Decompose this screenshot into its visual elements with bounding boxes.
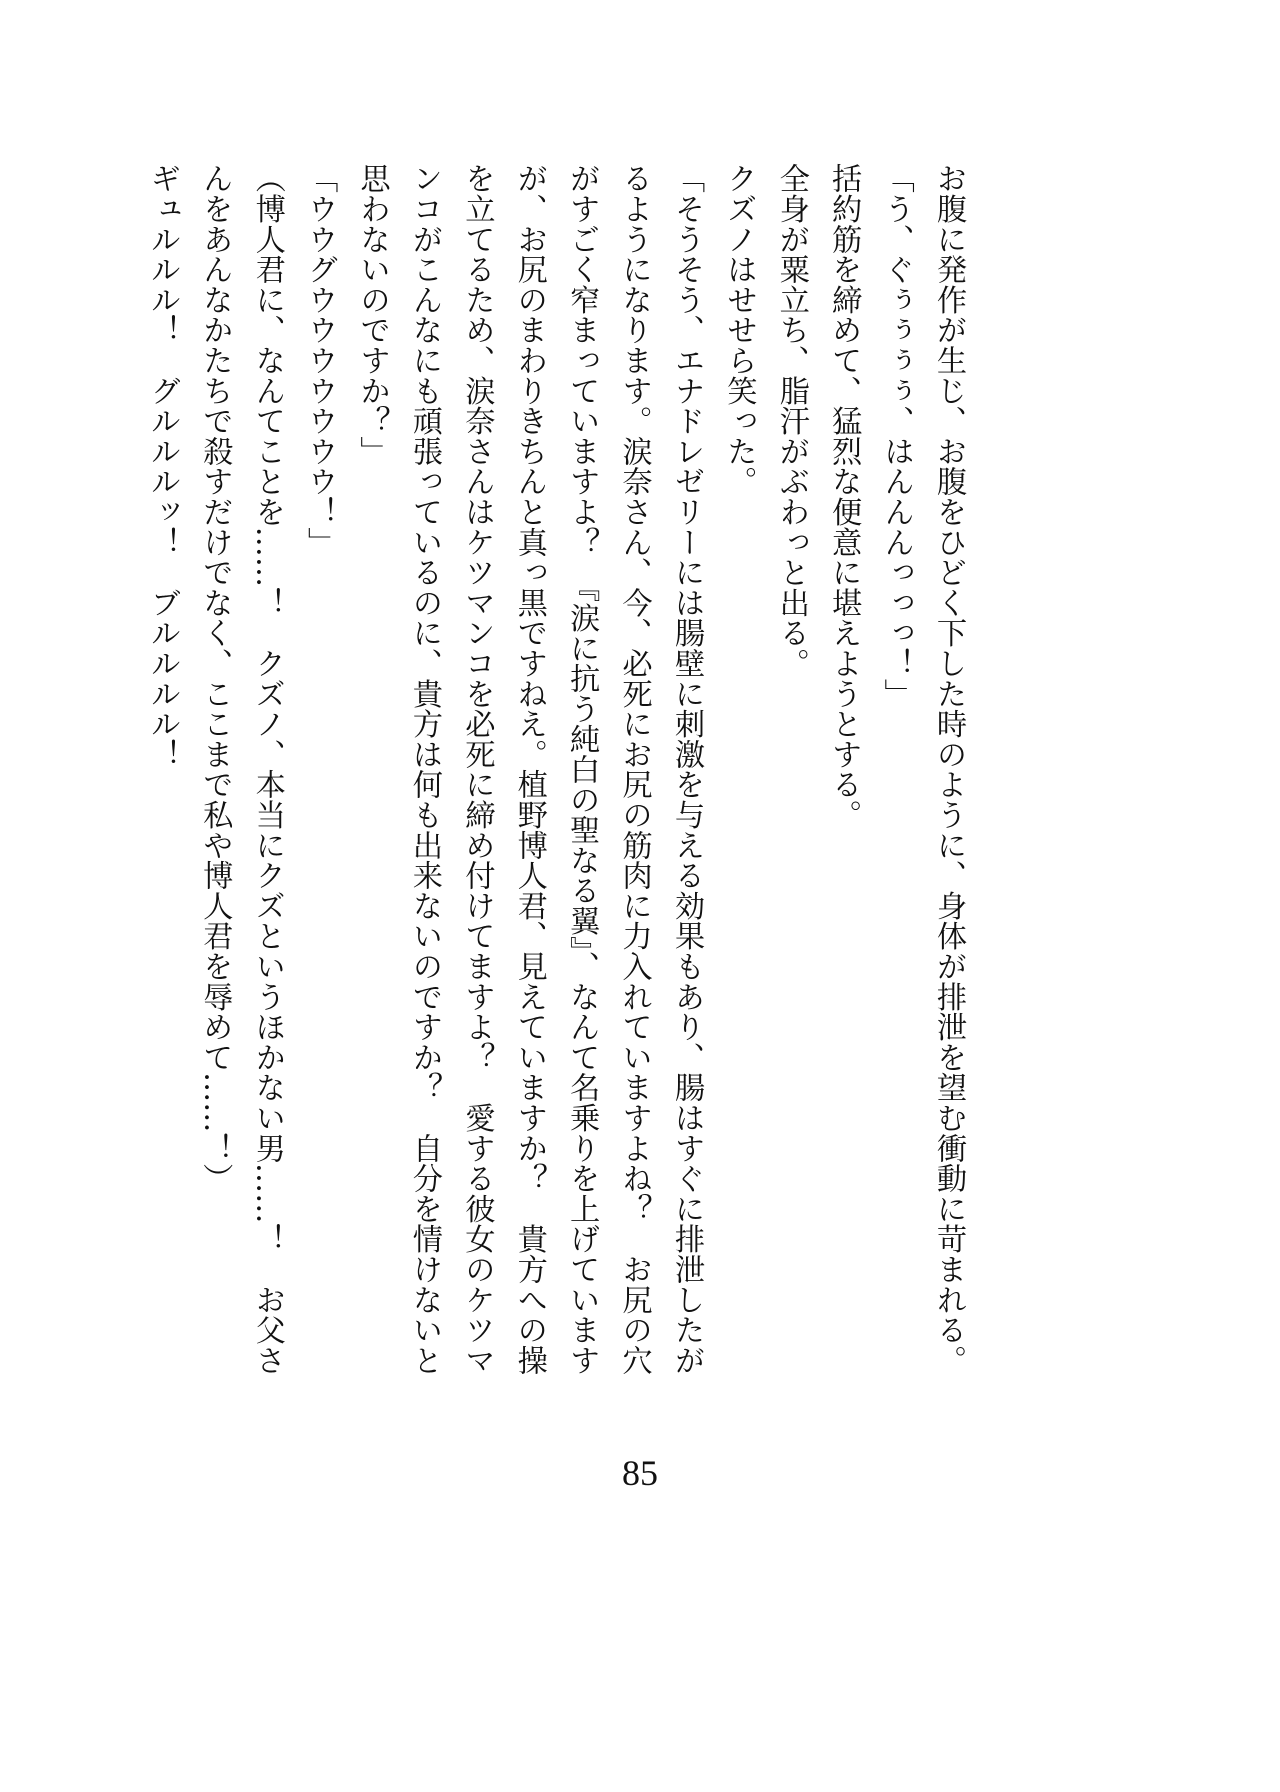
text-line: 思わないのですか？」 bbox=[354, 163, 390, 466]
text-line: 「そうそう、エナドレゼリーには腸壁に刺激を与える効果もあり、腸はすぐに排泄したが bbox=[668, 163, 704, 1375]
text-line: がすごく窄まっていますよ？ 『涙に抗う純白の聖なる翼』、なんて名乗りを上げています bbox=[564, 163, 600, 1375]
text-line: が、お尻のまわりきちんと真っ黒ですねえ。植野博人君、見えていますか？ 貴方への操 bbox=[511, 163, 547, 1375]
text-line: ギュルルル！ グルルルッ！ ブルルルル！ bbox=[144, 163, 180, 769]
text-line: 「う、ぐぅぅぅぅ、はんんんっっっ！」 bbox=[878, 163, 914, 709]
text-line: クズノはせせら笑った。 bbox=[721, 163, 757, 497]
text-line: ンコがこんなにも頑張っているのに、貴方は何も出来ないのですか？ 自分を情けないと bbox=[406, 163, 442, 1375]
text-line: んをあんなかたちで殺すだけでなく、ここまで私や博人君を辱めて……！） bbox=[197, 163, 233, 1194]
text-line: 全身が粟立ち、脂汗がぶわっと出る。 bbox=[773, 163, 809, 679]
text-line: るようになります。涙奈さん、今、必死にお尻の筋肉に力入れていますよね？ お尻の穴 bbox=[616, 163, 652, 1375]
text-line: お腹に発作が生じ、お腹をひどく下した時のように、身体が排泄を望む衝動に苛まれる。 bbox=[931, 163, 966, 1375]
text-line: を立てるため、涙奈さんはケツマンコを必死に締め付けてますよ？ 愛する彼女のケツマ bbox=[459, 163, 495, 1375]
text-line: （博人君に、なんてことを……！ クズノ、本当にクズというほかない男……！ お父さ bbox=[249, 163, 285, 1375]
text-line: 括約筋を締めて、猛烈な便意に堪えようとする。 bbox=[826, 163, 862, 830]
text-line: 「ウウグウウウウウウウ！」 bbox=[302, 163, 338, 557]
page-number: 85 bbox=[622, 1453, 658, 1493]
body-text bbox=[136, 163, 975, 1403]
